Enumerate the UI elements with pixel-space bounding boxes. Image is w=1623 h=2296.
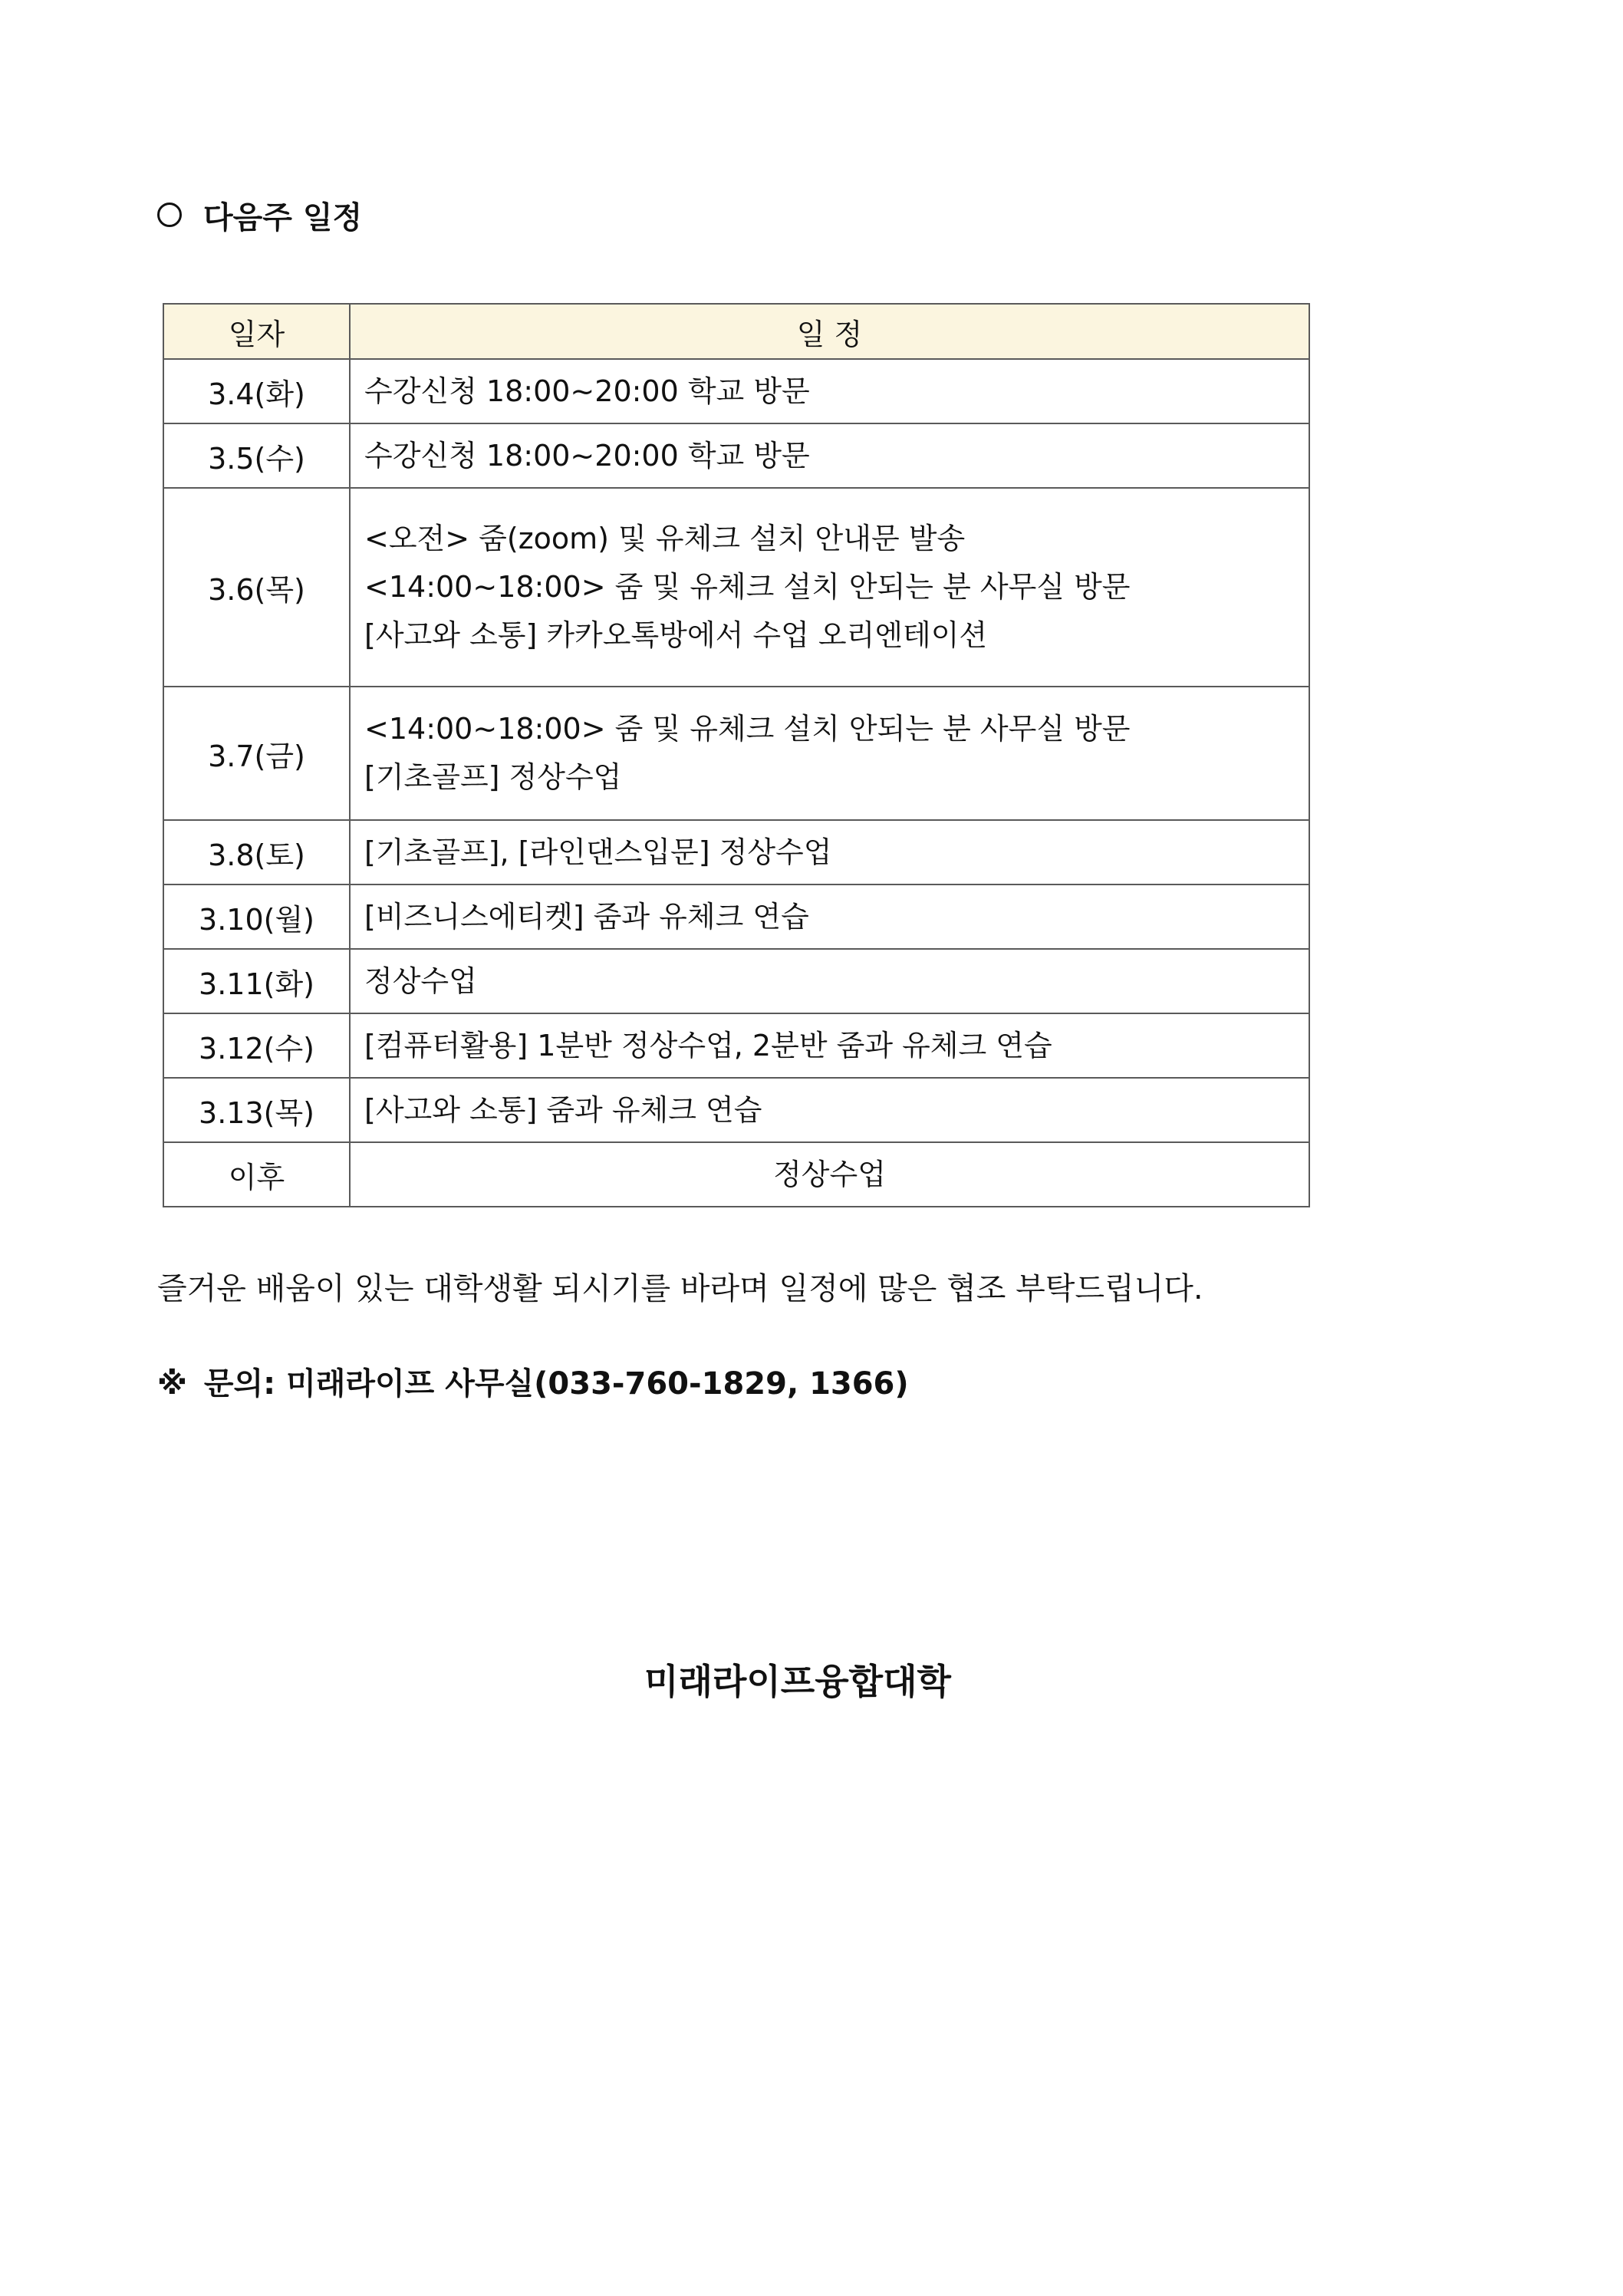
table-header-row: [163, 304, 1309, 359]
reference-mark-icon: ※: [157, 1366, 187, 1402]
row-schedule: [350, 423, 1309, 488]
table-row: [163, 1013, 1309, 1078]
row-date: 3.11(화): [163, 949, 350, 1013]
schedule-table: [163, 303, 1310, 1207]
section-heading-text: 다음주 일정: [203, 199, 363, 236]
table-row: [163, 488, 1309, 687]
table-row: [163, 1078, 1309, 1142]
row-schedule: [350, 820, 1309, 884]
row-schedule: [350, 1142, 1309, 1207]
row-schedule: [350, 949, 1309, 1013]
table-row: [163, 359, 1309, 423]
row-schedule: [350, 687, 1309, 820]
contact-text: 문의: 미래라이프 사무실(033-760-1829, 1366): [203, 1366, 909, 1402]
row-date: 이후: [163, 1142, 350, 1207]
schedule-line: 수강신청 18:00~20:00 학교 방문: [364, 438, 810, 473]
row-schedule: [350, 488, 1309, 687]
closing-message: 즐거운 배움이 있는 대학생활 되시기를 바라며 일정에 많은 협조 부탁드립니다.: [157, 1271, 1203, 1306]
header-schedule: 일 정: [350, 304, 1309, 359]
schedule-line: 정상수업: [773, 1157, 886, 1191]
schedule-line: <14:00~18:00> 줌 및 유체크 설치 안되는 분 사무실 방문: [364, 570, 1131, 604]
row-schedule: [350, 884, 1309, 949]
schedule-line: [기초골프], [라인댄스입문] 정상수업: [364, 835, 832, 869]
signature-text: 미래라이프융합대학: [644, 1661, 951, 1702]
schedule-line: [기초골프] 정상수업: [364, 760, 622, 794]
signature: [0, 1651, 1623, 1712]
schedule-line: [컴퓨터활용] 1분반 정상수업, 2분반 줌과 유체크 연습: [364, 1028, 1052, 1062]
table-row: [163, 949, 1309, 1013]
row-date: 3.6(목): [163, 488, 350, 687]
row-date: 3.8(토): [163, 820, 350, 884]
table-row: [163, 884, 1309, 949]
row-date: 3.10(월): [163, 884, 350, 949]
schedule-line: [비즈니스에티켓] 줌과 유체크 연습: [364, 899, 809, 934]
row-date: 3.4(화): [163, 359, 350, 423]
schedule-line: <오전> 줌(zoom) 및 유체크 설치 안내문 발송: [364, 522, 966, 555]
row-date: 3.12(수): [163, 1013, 350, 1078]
row-date: 3.7(금): [163, 687, 350, 820]
circle-bullet-icon: [157, 203, 182, 227]
row-date: 3.13(목): [163, 1078, 350, 1142]
contact-info: [157, 1359, 909, 1408]
row-schedule: [350, 1078, 1309, 1142]
table-row: [163, 687, 1309, 820]
schedule-line: [사고와 소통] 카카오톡방에서 수업 오리엔테이션: [364, 618, 988, 652]
section-heading: [157, 190, 362, 239]
header-date: 일자: [163, 304, 350, 359]
schedule-line: 수강신청 18:00~20:00 학교 방문: [364, 374, 810, 408]
schedule-line: <14:00~18:00> 줌 및 유체크 설치 안되는 분 사무실 방문: [364, 712, 1131, 746]
table-row: [163, 1142, 1309, 1207]
row-schedule: [350, 359, 1309, 423]
row-date: 3.5(수): [163, 423, 350, 488]
schedule-line: [사고와 소통] 줌과 유체크 연습: [364, 1092, 762, 1127]
row-schedule: [350, 1013, 1309, 1078]
table-row: [163, 820, 1309, 884]
table-row: [163, 423, 1309, 488]
schedule-line: 정상수업: [364, 964, 477, 998]
